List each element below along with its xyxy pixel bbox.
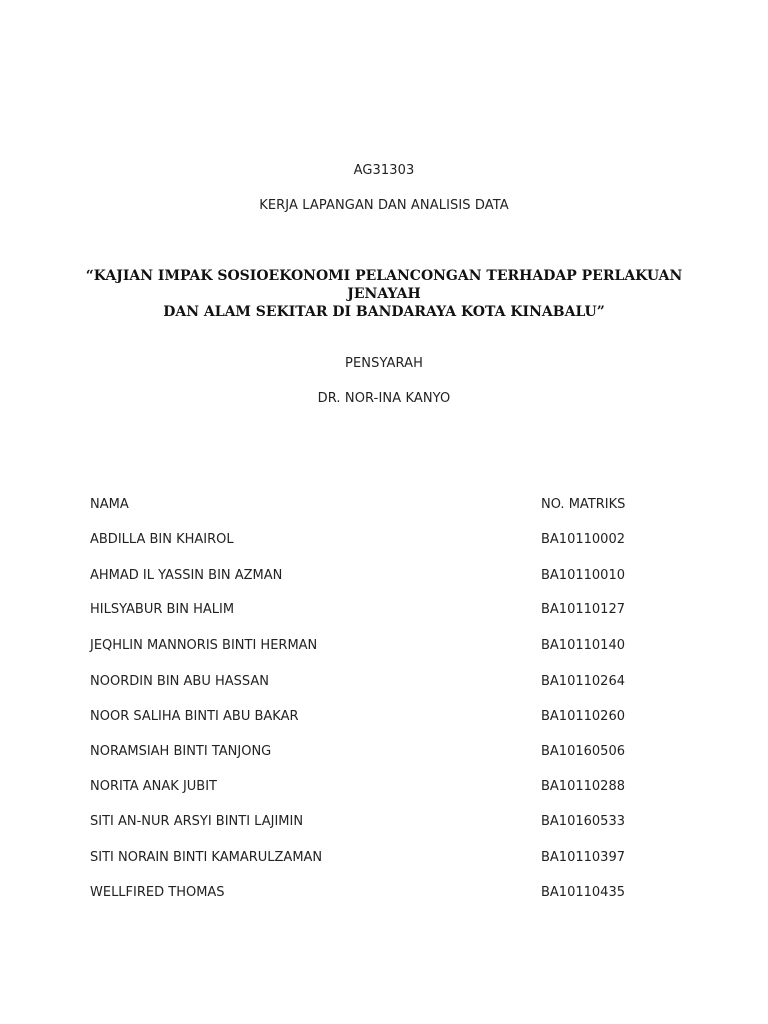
student-name: NORITA ANAK JUBIT	[90, 779, 217, 794]
student-name: SITI AN-NUR ARSYI BINTI LAJIMIN	[90, 814, 304, 829]
student-matric-number: BA10110010	[541, 568, 625, 583]
student-matric-number: BA10160533	[541, 814, 625, 829]
course-code: AG31303	[353, 163, 415, 178]
student-name: SITI NORAIN BINTI KAMARULZAMAN	[90, 850, 323, 865]
name-column-header: NAMA	[90, 497, 129, 512]
report-title-line-2: DAN ALAM SEKITAR DI BANDARAYA KOTA KINABALU”	[163, 304, 605, 320]
student-name: NOORDIN BIN ABU HASSAN	[90, 674, 270, 689]
student-matric-number: BA10110260	[541, 709, 625, 724]
student-name: NORAMSIAH BINTI TANJONG	[90, 744, 272, 759]
matric-column-header: NO. MATRIKS	[541, 497, 626, 512]
student-matric-number: BA10110397	[541, 850, 625, 865]
lecturer-label: PENSYARAH	[345, 356, 423, 371]
student-matric-number: BA10110264	[541, 674, 625, 689]
student-name: AHMAD IL YASSIN BIN AZMAN	[90, 568, 283, 583]
student-name: HILSYABUR BIN HALIM	[90, 602, 235, 617]
student-name: WELLFIRED THOMAS	[90, 885, 225, 900]
lecturer-name: DR. NOR-INA KANYO	[317, 391, 451, 406]
student-name: ABDILLA BIN KHAIROL	[90, 532, 234, 547]
student-matric-number: BA10110002	[541, 532, 625, 547]
student-name: JEQHLIN MANNORIS BINTI HERMAN	[90, 638, 318, 653]
student-matric-number: BA10110288	[541, 779, 625, 794]
student-matric-number: BA10160506	[541, 744, 625, 759]
course-name: KERJA LAPANGAN DAN ANALISIS DATA	[259, 198, 509, 213]
report-title-line-1: “KAJIAN IMPAK SOSIOEKONOMI PELANCONGAN TERHADAP PERLAKUAN JENAYAH	[85, 268, 683, 302]
student-name: NOOR SALIHA BINTI ABU BAKAR	[90, 709, 299, 724]
student-matric-number: BA10110127	[541, 602, 625, 617]
student-matric-number: BA10110140	[541, 638, 625, 653]
student-matric-number: BA10110435	[541, 885, 625, 900]
